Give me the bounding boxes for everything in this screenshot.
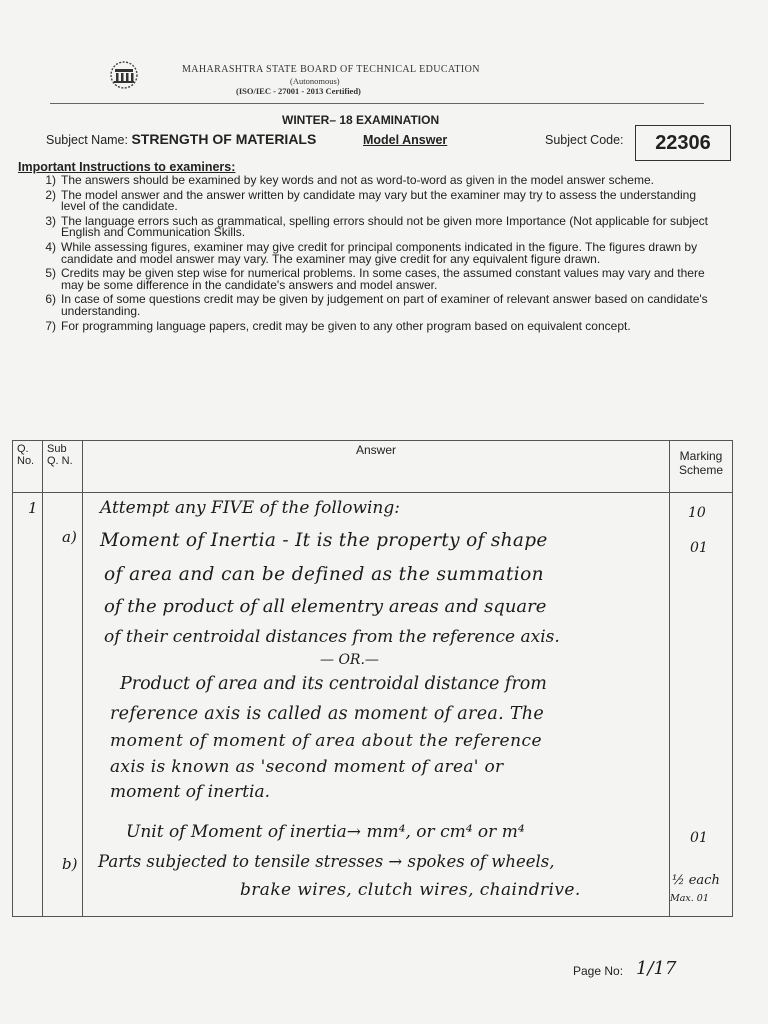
subject-code-box: 22306 [635,125,731,161]
board-name: MAHARASHTRA STATE BOARD OF TECHNICAL EDUCATION [182,64,480,75]
subject-line [46,131,316,147]
marks-a: 01 [690,540,708,556]
instruction-item: 7) For programming language papers, credit may be given to any other program based on equivalent concept. [45,318,631,333]
instruction-item: 6) In case of some questions credit may be given by judgement on part of examiner of relevant answer based on candidate's understanding. [45,292,708,318]
page-number-value: 1/17 [636,958,677,979]
col-marking: Marking Scheme [670,441,733,493]
instruction-item: 4) While assessing figures, examiner may give credit for principal components indicated in the figure. The figures drawn by candidate and model answer may vary. The examiner may give credit for any equivalent figure drawn. [45,239,698,266]
col-sub-q: Sub Q. N. [43,441,83,493]
answer-line: moment of inertia. [110,782,271,802]
iso-certification: (ISO/IEC - 27001 - 2013 Certified) [236,86,361,96]
answer-line: Unit of Moment of inertia→ mm⁴, or cm⁴ or m⁴ [126,822,525,842]
marks-b-max: Max. 01 [670,893,709,904]
answer-line: Attempt any FIVE of the following: [100,498,400,518]
marks-total: 10 [688,505,706,521]
answer-line: of area and can be defined as the summation [104,564,544,585]
sub-question-a: a) [62,528,77,546]
instruction-item: 5) Credits may be given step wise for numerical problems. In some cases, the assumed constant values may vary and there may be some difference in the candidate's answers and model answer. [45,266,705,292]
answer-line: brake wires, clutch wires, chaindrive. [240,880,581,900]
subject-code-label: Subject Code: [545,133,624,147]
answer-line: of the product of all elementry areas and square [104,596,547,617]
instruction-item: 2) The model answer and the answer written by candidate may vary but the examiner may try to assess the understanding level of the candidate. [45,187,696,214]
answer-line: axis is known as 'second moment of area' or [110,757,504,777]
answer-or-separator: — OR.— [320,652,379,668]
exam-title: WINTER– 18 EXAMINATION [282,113,440,127]
marks-b: ½ each [672,873,720,888]
marks-unit: 01 [690,830,708,846]
subject-label: Subject Name: [46,133,132,147]
instruction-item: 1) The answers should be examined by key words and not as word-to-word as given in the model answer scheme. [45,173,654,187]
sub-question-b: b) [62,855,78,873]
page-number-label: Page No: [573,964,624,978]
instructions-heading: Important Instructions to examiners: [18,160,236,174]
answer-line: Product of area and its centroidal distance from [120,674,547,694]
instruction-item: 3) The language errors such as grammatical, spelling errors should not be given more Importance (Not applicable for subject English and Communication Skills. [45,213,708,240]
col-answer: Answer [83,441,670,493]
question-number: 1 [28,499,38,517]
subject-name: STRENGTH OF MATERIALS [131,131,317,147]
answer-line: Parts subjected to tensile stresses → spokes of wheels, [98,852,555,871]
instructions-list [18,175,713,335]
col-q-no: Q. No. [13,441,43,493]
model-answer-label: Model Answer [363,133,448,147]
answer-line: reference axis is called as moment of area. The [110,704,545,724]
header-divider [50,103,704,104]
autonomous-label: (Autonomous) [290,76,340,86]
answer-line: Moment of Inertia - It is the property of shape [100,530,548,551]
board-logo-icon [106,60,142,90]
answer-line: of their centroidal distances from the reference axis. [104,627,560,647]
answer-line: moment of moment of area about the reference [110,731,543,751]
